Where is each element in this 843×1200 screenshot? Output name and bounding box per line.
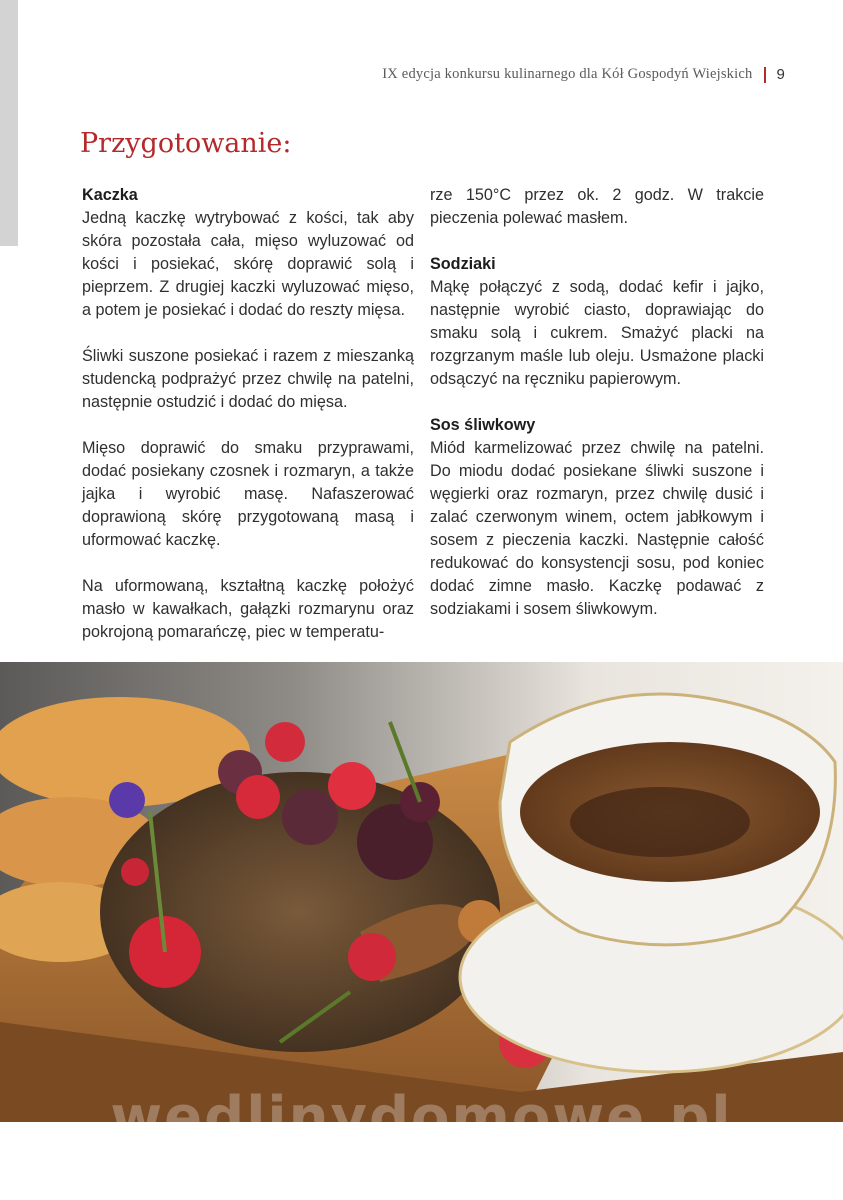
page-number: 9 [776,66,785,83]
sodziaki-text: Mąkę połączyć z sodą, dodać kefir i jajko, następnie wyrobić ciasto, doprawiając do smaku solą i cukrem. Smażyć placki na rozgrzanym maśle lub oleju. Usmażone placki odsączyć na ręczniku papierowym. [430,278,764,388]
sos-heading: Sos śliwkowy [430,416,536,434]
section-title: Przygotowanie: [80,128,292,159]
sodziaki-heading: Sodziaki [430,255,496,273]
dish-photo [0,662,843,1122]
kaczka-paragraph-4b: rze 150°C przez ok. 2 godz. W trakcie pieczenia polewać masłem. [430,186,764,227]
right-column [430,184,764,621]
left-column [82,184,414,644]
running-head [382,66,785,83]
side-bar [0,0,18,246]
kaczka-paragraph-4a: Na uformowaną, kształtną kaczkę położyć masło w kawałkach, gałązki rozmarynu oraz pokrojoną pomarańczę, piec w temperatu- [82,577,414,641]
edition-text: IX edycja konkursu kulinarnego dla Kół Gospodyń Wiejskich [382,66,753,82]
kaczka-paragraph-3: Mięso doprawić do smaku przyprawami, dodać posiekany czosnek i rozmaryn, a także jajka i wyrobić masę. Nafaszerować doprawioną skórę przygotowaną masą i uformować kaczkę. [82,439,414,549]
kaczka-paragraph-2: Śliwki suszone posiekać i razem z mieszanką studencką podprażyć przez chwilę na patelni, następnie ostudzić i dodać do mięsa. [82,347,414,411]
kaczka-heading: Kaczka [82,186,138,204]
sos-text: Miód karmelizować przez chwilę na patelni. Do miodu dodać posiekane śliwki suszone i węgierki oraz rozmaryn, przez chwilę dusić i zalać czerwonym winem, octem jabłkowym i sosem z pieczenia kaczki. Następnie całość redukować do konsystencji sosu, pod koniec dodać zimne masło. Kaczkę podawać z sodziakami i sosem śliwkowym. [430,439,764,618]
watermark: wedlinydomowe.pl [110,1085,733,1150]
header-separator [764,67,766,83]
kaczka-paragraph-1: Jedną kaczkę wytrybować z kości, tak aby skóra pozostała cała, mięso wyluzować od kości i posiekać, skórę doprawić solą i pieprzem. Z drugiej kaczki wyluzować mięso, a potem je posiekać i dodać do reszty mięsa. [82,209,414,319]
